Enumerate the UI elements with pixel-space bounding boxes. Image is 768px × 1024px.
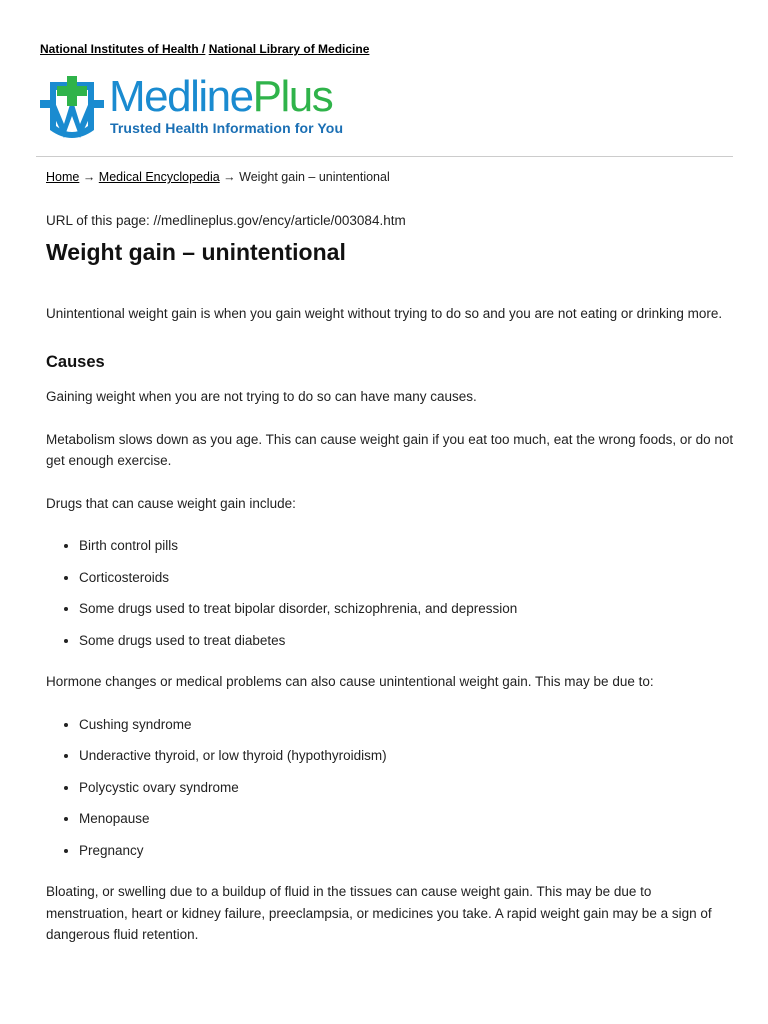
list-item: • Some drugs used to treat diabetes — [79, 630, 736, 652]
hormone-paragraph: Hormone changes or medical problems can also cause unintentional weight gain. This may be due to: — [46, 674, 654, 689]
bloating-paragraph: Bloating, or swelling due to a buildup of fluid in the tissues can cause weight gain. This may be due to menstruation, heart or kidney failure, preeclampsia, or medicines you take. A rapid weight gain may be a sign of dangerous fluid retention. — [46, 884, 712, 942]
nlm-link[interactable]: National Library of Medicine — [208, 42, 370, 56]
nih-link[interactable]: National Institutes of Health / — [40, 42, 206, 56]
logo-wordmark — [109, 72, 332, 122]
metabolism-paragraph: Metabolism slows down as you age. This can cause weight gain if you eat too much, eat the wrong foods, or do not get enough exercise. — [46, 431, 734, 468]
breadcrumb-separator: → — [79, 170, 99, 184]
page-url: URL of this page: //medlineplus.gov/ency/article/003084.htm — [46, 213, 406, 228]
list-item: • Polycystic ovary syndrome — [79, 777, 736, 799]
logo-name-plus: Plus — [252, 72, 333, 121]
article-body — [46, 303, 736, 946]
list-item: • Cushing syndrome — [79, 714, 736, 736]
causes-heading: Causes — [46, 352, 105, 371]
medlineplus-logo[interactable] — [40, 72, 360, 144]
header-divider — [36, 156, 733, 157]
list-item: • Birth control pills — [79, 535, 736, 557]
list-item: • Some drugs used to treat bipolar disorder, schizophrenia, and depression — [79, 598, 736, 620]
breadcrumb — [46, 170, 390, 184]
list-item: • Underactive thyroid, or low thyroid (hypothyroidism) — [79, 745, 736, 767]
list-item: • Menopause — [79, 808, 736, 830]
breadcrumb-encyclopedia-link[interactable]: Medical Encyclopedia — [98, 170, 220, 184]
logo-tagline: Trusted Health Information for You — [110, 120, 344, 136]
list-item: • Corticosteroids — [79, 567, 736, 589]
page-title: Weight gain – unintentional — [46, 239, 346, 265]
breadcrumb-current: Weight gain – unintentional — [239, 170, 390, 184]
conditions-list — [46, 714, 736, 862]
intro-paragraph: Unintentional weight gain is when you gain weight without trying to do so and you are not eating or drinking more. — [46, 306, 723, 321]
breadcrumb-separator: → — [219, 170, 240, 184]
medlineplus-logo-icon — [40, 76, 104, 142]
breadcrumb-home-link[interactable]: Home — [46, 170, 80, 184]
drugs-list — [46, 535, 736, 651]
causes-paragraph: Gaining weight when you are not trying to do so can have many causes. — [46, 389, 477, 404]
agency-header — [40, 42, 369, 56]
list-item: • Pregnancy — [79, 840, 736, 862]
logo-name-medline: Medline — [109, 72, 253, 121]
drugs-intro-paragraph: Drugs that can cause weight gain include: — [46, 495, 296, 511]
